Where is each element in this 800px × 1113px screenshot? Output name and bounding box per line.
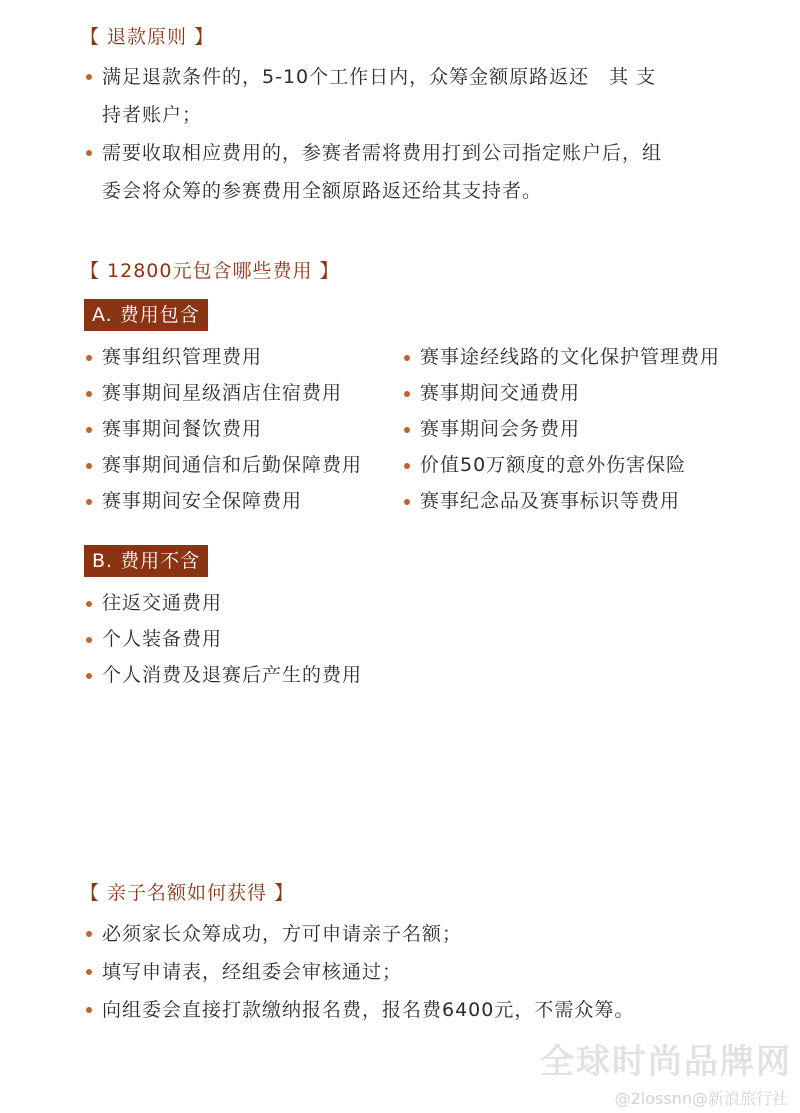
bullet-icon (86, 601, 92, 607)
list-item (80, 621, 362, 657)
bullet-icon (86, 427, 92, 433)
fee-item: 赛事期间安全保障费用 (102, 490, 303, 512)
bullet-icon (404, 355, 410, 361)
bullet-icon (86, 391, 92, 397)
bullet-icon (404, 463, 410, 469)
refund-item-line: 委会将众筹的参赛费用全额原路返还给其支持者。 (102, 180, 543, 202)
family-item: 必须家长众筹成功，方可申请亲子名额； (102, 923, 463, 945)
list-item (398, 339, 720, 375)
bullet-icon (404, 499, 410, 505)
bullet-icon (86, 74, 92, 80)
fee-item: 个人装备费用 (102, 628, 223, 650)
bullet-icon (86, 931, 92, 937)
fee-item: 赛事途经线路的文化保护管理费用 (420, 346, 721, 368)
watermark-subtext: @2lossnn@新浪旅行社 (614, 1089, 788, 1108)
list-item (80, 339, 362, 375)
fee-item: 赛事期间通信和后勤保障费用 (102, 454, 363, 476)
list-item (80, 411, 362, 447)
bullet-icon (86, 355, 92, 361)
excluded-list (80, 585, 362, 693)
fee-item: 个人消费及退赛后产生的费用 (102, 664, 363, 686)
list-item (80, 953, 634, 991)
list-item (80, 483, 362, 519)
list-item (80, 58, 662, 134)
included-tag: A. 费用包含 (84, 299, 208, 331)
list-item (398, 375, 720, 411)
fee-item: 往返交通费用 (102, 592, 223, 614)
family-section-title: 【 亲子名额如何获得 】 (80, 882, 295, 904)
list-item (80, 375, 362, 411)
bullet-icon (86, 463, 92, 469)
bullet-icon (86, 637, 92, 643)
list-item (80, 447, 362, 483)
list-item (398, 411, 720, 447)
fee-item: 赛事期间星级酒店住宿费用 (102, 382, 343, 404)
family-item: 向组委会直接打款缴纳报名费，报名费6400元，不需众筹。 (102, 999, 635, 1021)
fee-item: 价值50万额度的意外伤害保险 (420, 454, 687, 476)
fee-item: 赛事期间会务费用 (420, 418, 581, 440)
fee-item: 赛事纪念品及赛事标识等费用 (420, 490, 681, 512)
refund-section-title: 【 退款原则 】 (80, 26, 215, 48)
refund-item-line: 需要收取相应费用的，参赛者需将费用打到公司指定账户后，组 (102, 142, 663, 164)
family-item: 填写申请表，经组委会审核通过； (102, 961, 403, 983)
list-item (80, 134, 662, 210)
list-item (80, 915, 634, 953)
included-left-list (80, 339, 362, 519)
bullet-icon (86, 673, 92, 679)
bullet-icon (404, 427, 410, 433)
included-right-list (398, 339, 720, 519)
refund-list (80, 58, 662, 210)
fee-item: 赛事期间餐饮费用 (102, 418, 263, 440)
watermark-text: 全球时尚品牌网 (540, 1042, 792, 1082)
fees-section-title: 【 12800元包含哪些费用 】 (80, 260, 340, 282)
bullet-icon (86, 969, 92, 975)
list-item (80, 585, 362, 621)
refund-item-line: 满足退款条件的，5-10个工作日内，众筹金额原路返还 其 支 (102, 66, 657, 88)
bullet-icon (86, 499, 92, 505)
family-list (80, 915, 634, 1029)
list-item (80, 657, 362, 693)
fee-item: 赛事组织管理费用 (102, 346, 263, 368)
bullet-icon (404, 391, 410, 397)
list-item (80, 991, 634, 1029)
list-item (398, 447, 720, 483)
bullet-icon (86, 1007, 92, 1013)
excluded-tag: B. 费用不含 (84, 545, 208, 577)
refund-item-line: 持者账户； (102, 104, 203, 126)
bullet-icon (86, 150, 92, 156)
fee-item: 赛事期间交通费用 (420, 382, 581, 404)
list-item (398, 483, 720, 519)
